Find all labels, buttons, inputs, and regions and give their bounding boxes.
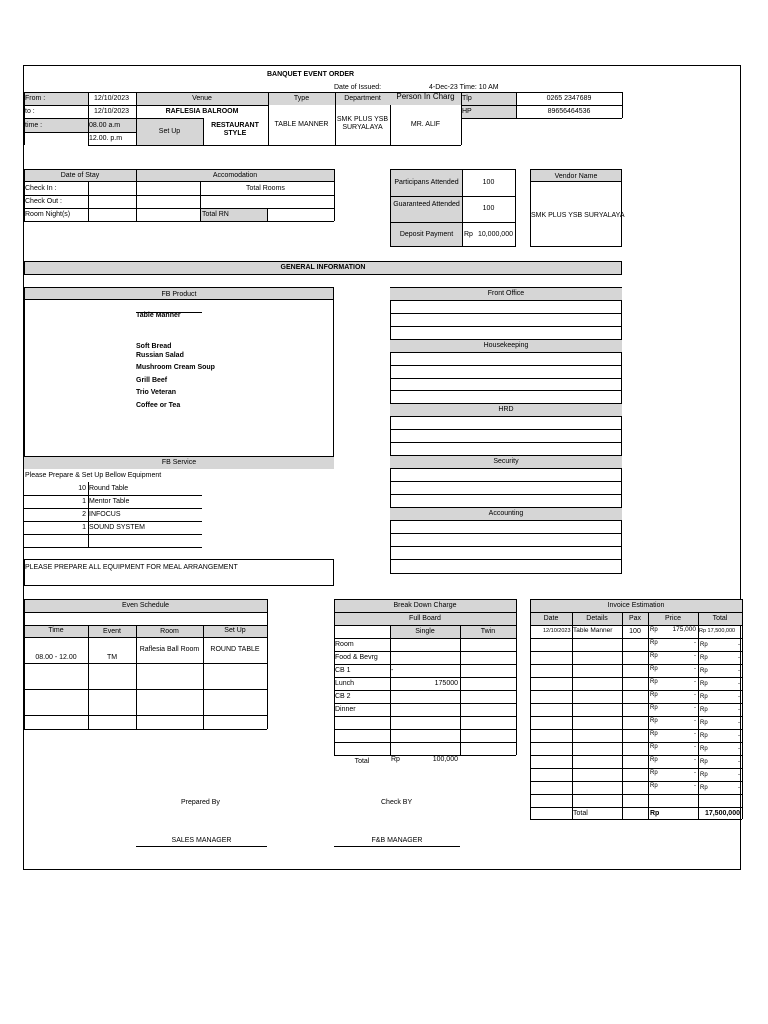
invoice-total-currency-cell: Rp <box>700 733 708 739</box>
sales-manager-signature-line <box>136 846 267 847</box>
banquet-event-order-sheet <box>23 65 741 870</box>
equipment-qty: 1 <box>82 524 86 531</box>
invoice-total-dash: - <box>738 759 740 765</box>
stay-table <box>24 169 334 222</box>
invoice-total-dash: - <box>738 720 740 726</box>
invoice-total-dash: - <box>738 668 740 674</box>
invoice-price-dash: - <box>694 731 696 737</box>
breakdown-total-value: 100,000 <box>432 756 458 763</box>
breakdown-cb1-mark: - <box>391 667 394 674</box>
invoice-price-dash: - <box>694 757 696 763</box>
invoice-total-currency-cell: Rp <box>700 746 708 752</box>
venue-label: Venue <box>192 95 212 102</box>
invoice-col-pax: Pax <box>628 615 642 622</box>
schedule-col-setup: Set Up <box>224 627 246 634</box>
invoice-row-date: 12/10/2023 <box>543 628 571 634</box>
menu-item: Mushroom Cream Soup <box>136 364 215 371</box>
breakdown-total-label: Total <box>354 758 370 765</box>
guaranteed-attended-label: Guaranteed Attended <box>393 201 460 208</box>
menu-item: Grill Beef <box>136 376 168 384</box>
event-schedule-header: Even Schedule <box>121 602 170 609</box>
invoice-price-dash: - <box>694 666 696 672</box>
type-value: TABLE MANNER <box>274 121 329 128</box>
fb-service-header-bar <box>24 457 334 469</box>
breakdown-row-lunch: Lunch <box>335 680 355 687</box>
invoice-estimation-table <box>530 599 742 820</box>
room-nights-label: Room Night(s) <box>25 211 71 218</box>
sales-manager-label: SALES MANAGER <box>171 837 232 844</box>
participants-attended-value: 100 <box>482 179 495 186</box>
pic-label: Person In Charg <box>396 92 455 101</box>
from-label: From : <box>25 95 46 102</box>
invoice-estimation-header: Invoice Estimation <box>607 602 665 609</box>
menu-item: Soft Bread <box>136 343 172 350</box>
department-value: SMK PLUS YSB SURYALAYA <box>336 116 389 131</box>
check-in-label: Check In : <box>25 185 57 192</box>
invoice-total-currency-cell: Rp <box>700 720 708 726</box>
invoice-price-dash: - <box>694 692 696 698</box>
from-date: 12/10/2023 <box>94 95 130 102</box>
fb-product-header: FB Product <box>161 291 197 298</box>
total-rooms-label: Total Rooms <box>246 185 285 192</box>
invoice-total-dash: - <box>738 785 740 791</box>
deposit-payment-label: Deposit Payment <box>399 231 454 238</box>
breakdown-lunch-single: 175000 <box>434 680 458 687</box>
department-sections <box>390 287 622 574</box>
invoice-col-date: Date <box>543 615 559 622</box>
date-issued-value: 4-Dec-23 Time: 10 AM <box>429 84 499 91</box>
invoice-row-price-currency: Rp <box>650 627 658 633</box>
breakdown-row-food: Food & Bevrg <box>335 654 378 661</box>
invoice-price-dash: - <box>694 653 696 659</box>
fb-product-title: Table Manner <box>136 312 181 319</box>
invoice-total-currency-cell: Rp <box>700 642 708 648</box>
schedule-setup: ROUND TABLE <box>210 646 260 653</box>
equipment-table <box>24 482 202 547</box>
fb-service-header: FB Service <box>161 459 197 466</box>
general-information-title: GENERAL INFORMATION <box>280 264 366 271</box>
invoice-price-currency: Rp <box>650 744 658 750</box>
fb-manager-signature-line <box>334 846 460 847</box>
date-issued-label: Date of Issued: <box>334 84 382 91</box>
break-down-charge-table <box>334 599 516 768</box>
invoice-col-price: Price <box>665 615 681 622</box>
invoice-row-price: 175,000 <box>672 626 696 633</box>
menu-list <box>136 343 215 410</box>
date-of-stay-header: Date of Stay <box>60 172 100 179</box>
invoice-total-dash: - <box>738 681 740 687</box>
vendor-name-label: Vendor Name <box>554 173 598 180</box>
invoice-total-dash: - <box>738 707 740 713</box>
invoice-price-currency: Rp <box>650 640 658 646</box>
total-rn-label: Total RN <box>202 211 229 218</box>
check-by-label: Check BY <box>381 799 413 806</box>
schedule-time: 08.00 - 12.00 <box>35 654 77 661</box>
event-schedule-table <box>24 599 267 729</box>
invoice-total-dash: - <box>738 694 740 700</box>
fb-product-box <box>24 287 334 457</box>
schedule-col-time: Time <box>48 627 64 634</box>
menu-item: Trio Veteran <box>136 389 177 396</box>
invoice-price-currency: Rp <box>650 666 658 672</box>
equipment-qty: 10 <box>78 485 86 492</box>
breakdown-row-room: Room <box>335 641 354 648</box>
event-info-grid <box>24 92 622 145</box>
invoice-total-currency-cell: Rp <box>700 694 708 700</box>
equipment-name: INFOCUS <box>89 511 121 518</box>
invoice-price-currency: Rp <box>650 705 658 711</box>
deposit-currency: Rp <box>464 231 473 238</box>
equipment-name: SOUND SYSTEM <box>89 524 146 531</box>
venue-value: RAFLESIA BALROOM <box>165 108 239 115</box>
invoice-total-currency-cell: Rp <box>700 655 708 661</box>
equipment-note: PLEASE PREPARE ALL EQUIPMENT FOR MEAL ARRANGEMENT <box>25 564 238 571</box>
breakdown-total-currency: Rp <box>391 756 400 763</box>
invoice-price-dash: - <box>694 705 696 711</box>
invoice-row-details: Table Manner <box>573 627 613 634</box>
break-down-charge-header: Break Down Charge <box>393 602 457 609</box>
invoice-row-total: Rp 17,500,000 <box>699 628 736 634</box>
full-board-label: Full Board <box>409 615 441 622</box>
security-header: Security <box>493 458 519 465</box>
schedule-col-room: Room <box>160 628 179 635</box>
deposit-value: 10,000,000 <box>477 231 513 238</box>
invoice-total-currency-cell: Rp <box>700 785 708 791</box>
invoice-total-currency-cell: Rp <box>700 707 708 713</box>
breakdown-col-twin: Twin <box>480 628 496 635</box>
equipment-name: Round Table <box>89 485 129 492</box>
time-end: 12.00. p.m <box>89 135 123 142</box>
invoice-price-currency: Rp <box>650 653 658 659</box>
schedule-col-event: Event <box>103 628 121 635</box>
equipment-qty: 2 <box>82 511 86 518</box>
equipment-note-box <box>24 559 334 586</box>
invoice-col-total: Total <box>712 615 728 622</box>
guaranteed-attended-value: 100 <box>482 205 495 212</box>
vendor-name-value: SMK PLUS YSB SURYALAYA <box>531 212 625 219</box>
tlp-value: 0265 2347689 <box>546 95 592 102</box>
breakdown-row-cb2: CB 2 <box>335 693 351 700</box>
fb-service-instruction: Please Prepare & Set Up Bellow Equipment <box>25 472 162 479</box>
housekeeping-header: Housekeeping <box>483 342 529 349</box>
to-label: to : <box>25 108 35 115</box>
time-label: time : <box>25 122 43 129</box>
setup-value: RESTAURANT STYLE <box>211 122 259 137</box>
invoice-total-dash: - <box>738 772 740 778</box>
participants-attended-label: Participans Attended <box>394 179 459 186</box>
check-out-label: Check Out : <box>25 198 62 205</box>
fb-manager-label: F&B MANAGER <box>371 837 423 844</box>
invoice-total-value: 17,500,000 <box>704 810 740 817</box>
equipment-qty: 1 <box>82 498 86 505</box>
department-label: Department <box>344 95 381 102</box>
invoice-total-dash: - <box>738 642 740 648</box>
general-information-header <box>24 261 622 275</box>
menu-item: Coffee or Tea <box>136 401 181 409</box>
invoice-price-currency: Rp <box>650 718 658 724</box>
invoice-price-currency: Rp <box>650 770 658 776</box>
invoice-row-pax: 100 <box>629 628 641 635</box>
invoice-total-dash: - <box>738 746 740 752</box>
invoice-total-currency-cell: Rp <box>700 681 708 687</box>
invoice-price-currency: Rp <box>650 757 658 763</box>
pic-value: MR. ALIF <box>410 121 441 128</box>
invoice-price-dash: - <box>694 783 696 789</box>
vendor-box <box>530 169 625 247</box>
invoice-price-dash: - <box>694 718 696 724</box>
invoice-col-details: Details <box>586 615 608 622</box>
invoice-price-currency: Rp <box>650 692 658 698</box>
breakdown-col-single: Single <box>415 628 435 635</box>
invoice-price-dash: - <box>694 640 696 646</box>
front-office-header: Front Office <box>487 290 525 297</box>
hp-label: HP <box>462 108 472 115</box>
prepared-by-label: Prepared By <box>181 799 220 806</box>
invoice-total-dash: - <box>738 655 740 661</box>
accomodation-header: Accomodation <box>212 172 258 179</box>
participants-table <box>390 169 516 247</box>
schedule-event: TM <box>106 654 118 661</box>
breakdown-row-dinner: Dinner <box>335 706 356 713</box>
invoice-price-currency: Rp <box>650 679 658 685</box>
hrd-header: HRD <box>498 406 514 413</box>
form-title: BANQUET EVENT ORDER <box>267 71 355 78</box>
invoice-total-currency: Rp <box>650 810 660 817</box>
equipment-name: Mentor Table <box>89 498 130 505</box>
invoice-price-dash: - <box>694 770 696 776</box>
invoice-total-currency-cell: Rp <box>700 772 708 778</box>
hp-value: 89656464536 <box>547 108 591 115</box>
menu-item: Russian Salad <box>136 351 184 359</box>
time-start: 08.00 a.m <box>89 122 121 129</box>
invoice-price-currency: Rp <box>650 731 658 737</box>
type-label: Type <box>293 95 310 102</box>
invoice-total-label: Total <box>573 810 588 817</box>
tlp-label: Tlp <box>462 95 472 102</box>
schedule-room: Raflesia Ball Room <box>139 646 200 653</box>
accounting-header: Accounting <box>488 510 524 517</box>
invoice-total-currency-cell: Rp <box>700 668 708 674</box>
invoice-price-dash: - <box>694 744 696 750</box>
setup-label: Set Up <box>158 128 181 135</box>
invoice-total-dash: - <box>738 733 740 739</box>
invoice-price-currency: Rp <box>650 783 658 789</box>
invoice-price-dash: - <box>694 679 696 685</box>
to-date: 12/10/2023 <box>94 108 130 115</box>
invoice-total-currency-cell: Rp <box>700 759 708 765</box>
breakdown-row-cb1: CB 1 <box>335 667 351 674</box>
